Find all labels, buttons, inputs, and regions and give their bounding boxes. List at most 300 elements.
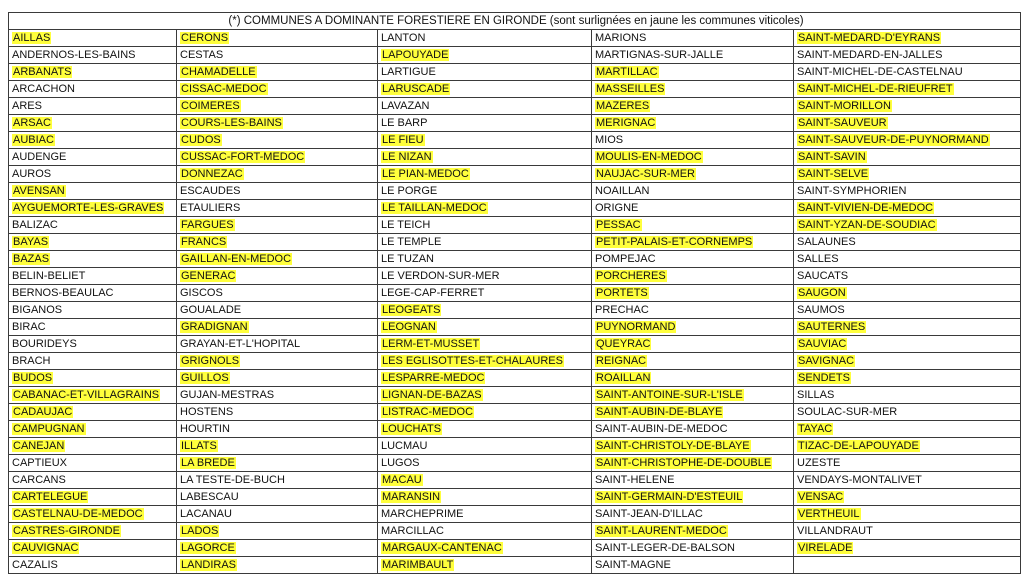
commune-name: LARTIGUE <box>381 66 436 78</box>
commune-name-viticole: PORCHERES <box>596 270 666 282</box>
commune-cell <box>378 234 592 251</box>
commune-name-viticole: LEOGEATS <box>382 304 441 316</box>
commune-cell <box>794 30 1021 47</box>
commune-name-viticole: GRADIGNAN <box>181 321 248 333</box>
commune-name-viticole: GRIGNOLS <box>181 355 240 367</box>
commune-cell <box>794 319 1021 336</box>
commune-name-viticole: SAINT-AUBIN-DE-BLAYE <box>596 406 723 418</box>
commune-cell <box>592 47 794 64</box>
commune-cell <box>9 438 177 455</box>
commune-name-viticole: AVENSAN <box>13 185 65 197</box>
commune-name-viticole: ROAILLAN <box>596 372 651 384</box>
commune-cell <box>592 98 794 115</box>
commune-cell <box>177 251 378 268</box>
commune-name-viticole: SAINT-CHRISTOPHE-DE-DOUBLE <box>596 457 772 469</box>
commune-name: SAINT-JEAN-D'ILLAC <box>595 508 703 520</box>
commune-cell <box>592 506 794 523</box>
commune-name-viticole: CAUVIGNAC <box>13 542 79 554</box>
commune-cell <box>378 387 592 404</box>
commune-cell <box>378 30 592 47</box>
commune-name-viticole: LADOS <box>181 525 219 537</box>
commune-name-viticole: LE TAILLAN-MEDOC <box>382 202 487 214</box>
commune-name: ORIGNE <box>595 202 639 214</box>
commune-name-viticole: MACAU <box>382 474 422 486</box>
commune-cell <box>177 506 378 523</box>
commune-name-viticole: LEOGNAN <box>382 321 436 333</box>
commune-cell <box>378 81 592 98</box>
commune-name: ETAULIERS <box>180 202 241 214</box>
commune-cell <box>177 234 378 251</box>
commune-name: LE TUZAN <box>381 253 434 265</box>
commune-cell <box>177 489 378 506</box>
commune-cell <box>177 404 378 421</box>
table-row <box>9 251 1021 268</box>
commune-cell <box>177 47 378 64</box>
commune-cell <box>592 64 794 81</box>
commune-name-viticole: BAZAS <box>13 253 50 265</box>
table-row <box>9 557 1021 574</box>
commune-cell <box>592 540 794 557</box>
table-row <box>9 47 1021 64</box>
commune-cell <box>378 557 592 574</box>
commune-cell <box>378 506 592 523</box>
commune-cell <box>9 234 177 251</box>
commune-cell <box>794 523 1021 540</box>
commune-cell <box>177 319 378 336</box>
commune-name-viticole: SAINT-CHRISTOLY-DE-BLAYE <box>596 440 750 452</box>
table-row <box>9 319 1021 336</box>
commune-name: LUCMAU <box>381 440 428 452</box>
commune-cell <box>794 540 1021 557</box>
commune-cell <box>378 319 592 336</box>
commune-cell <box>378 47 592 64</box>
commune-cell <box>794 455 1021 472</box>
commune-cell <box>378 438 592 455</box>
commune-name: AUROS <box>12 168 52 180</box>
commune-name: CAZALIS <box>12 559 58 571</box>
commune-name: BOURIDEYS <box>12 338 77 350</box>
commune-cell <box>794 217 1021 234</box>
commune-name: SAINT-LEGER-DE-BALSON <box>595 542 735 554</box>
commune-cell <box>9 387 177 404</box>
commune-cell <box>378 302 592 319</box>
commune-name: SAINT-HELENE <box>595 474 675 486</box>
commune-cell <box>177 523 378 540</box>
commune-name-viticole: AYGUEMORTE-LES-GRAVES <box>13 202 164 214</box>
commune-name: GUJAN-MESTRAS <box>180 389 275 401</box>
commune-name-viticole: SENDETS <box>798 372 850 384</box>
commune-cell <box>794 98 1021 115</box>
table-row <box>9 421 1021 438</box>
commune-cell <box>9 319 177 336</box>
commune-name: ANDERNOS-LES-BAINS <box>12 49 136 61</box>
commune-cell <box>9 370 177 387</box>
commune-name-viticole: QUEYRAC <box>596 338 651 350</box>
commune-cell <box>794 506 1021 523</box>
commune-name: SAINT-SYMPHORIEN <box>797 185 907 197</box>
commune-name-viticole: MAZERES <box>596 100 650 112</box>
commune-cell <box>9 166 177 183</box>
commune-name-viticole: CERONS <box>181 32 229 44</box>
table-body <box>9 30 1021 574</box>
commune-name-viticole: PESSAC <box>596 219 641 231</box>
commune-name-viticole: ARSAC <box>13 117 51 129</box>
commune-cell <box>592 472 794 489</box>
commune-cell <box>794 421 1021 438</box>
commune-cell <box>592 217 794 234</box>
commune-name: VENDAYS-MONTALIVET <box>797 474 922 486</box>
table-row <box>9 183 1021 200</box>
commune-name-viticole: LE PIAN-MEDOC <box>382 168 469 180</box>
commune-cell <box>378 421 592 438</box>
commune-name-viticole: CHAMADELLE <box>181 66 256 78</box>
commune-name: LE VERDON-SUR-MER <box>381 270 500 282</box>
commune-cell <box>794 251 1021 268</box>
commune-name: LE TEICH <box>381 219 431 231</box>
commune-name-viticole: LAPOUYADE <box>382 49 449 61</box>
commune-name-viticole: AUBIAC <box>13 134 54 146</box>
commune-cell <box>9 557 177 574</box>
commune-name-viticole: CARTELEGUE <box>13 491 88 503</box>
commune-cell <box>9 217 177 234</box>
commune-cell <box>378 200 592 217</box>
commune-name: MARCHEPRIME <box>381 508 464 520</box>
commune-name-viticole: PUYNORMAND <box>596 321 676 333</box>
table-row <box>9 404 1021 421</box>
commune-name-viticole: PORTETS <box>596 287 648 299</box>
commune-cell <box>9 115 177 132</box>
commune-name-viticole: LAGORCE <box>181 542 235 554</box>
commune-cell <box>794 183 1021 200</box>
commune-cell <box>177 370 378 387</box>
commune-name: HOSTENS <box>180 406 234 418</box>
commune-name: HOURTIN <box>180 423 230 435</box>
commune-cell <box>177 387 378 404</box>
commune-cell <box>794 149 1021 166</box>
table-row <box>9 30 1021 47</box>
commune-cell <box>592 489 794 506</box>
commune-name-viticole: TIZAC-DE-LAPOUYADE <box>798 440 919 452</box>
commune-name-viticole: MERIGNAC <box>596 117 656 129</box>
commune-cell <box>9 30 177 47</box>
commune-name-viticole: LE NIZAN <box>382 151 432 163</box>
commune-cell <box>378 455 592 472</box>
commune-cell <box>794 438 1021 455</box>
commune-cell <box>592 285 794 302</box>
commune-cell <box>378 132 592 149</box>
table-row <box>9 472 1021 489</box>
commune-name-viticole: BUDOS <box>13 372 53 384</box>
commune-name-viticole: LARUSCADE <box>382 83 450 95</box>
table-row <box>9 234 1021 251</box>
commune-cell <box>592 183 794 200</box>
commune-name-viticole: LA BREDE <box>181 457 235 469</box>
commune-name: GOUALADE <box>180 304 242 316</box>
commune-name-viticole: SAVIGNAC <box>798 355 855 367</box>
commune-name: SALAUNES <box>797 236 856 248</box>
commune-name-viticole: SAINT-MORILLON <box>798 100 891 112</box>
commune-cell <box>378 183 592 200</box>
commune-cell <box>177 166 378 183</box>
commune-name: SAINT-MAGNE <box>595 559 671 571</box>
table-row <box>9 285 1021 302</box>
commune-cell <box>378 370 592 387</box>
commune-name: LE BARP <box>381 117 428 129</box>
commune-cell <box>9 404 177 421</box>
commune-name-viticole: SAINT-VIVIEN-DE-MEDOC <box>798 202 934 214</box>
commune-cell <box>9 506 177 523</box>
table-row <box>9 438 1021 455</box>
commune-name-viticole: COURS-LES-BAINS <box>181 117 282 129</box>
commune-cell <box>794 404 1021 421</box>
commune-cell <box>794 370 1021 387</box>
commune-name: SAUCATS <box>797 270 849 282</box>
commune-cell <box>177 557 378 574</box>
commune-name-viticole: PETIT-PALAIS-ET-CORNEMPS <box>596 236 753 248</box>
commune-cell <box>592 115 794 132</box>
communes-document <box>8 12 1020 574</box>
commune-cell <box>592 336 794 353</box>
commune-cell <box>794 353 1021 370</box>
commune-name-viticole: GENERAC <box>181 270 236 282</box>
commune-name-viticole: DONNEZAC <box>181 168 243 180</box>
commune-cell <box>177 183 378 200</box>
commune-name-viticole: LANDIRAS <box>181 559 237 571</box>
commune-cell <box>592 200 794 217</box>
commune-cell <box>794 166 1021 183</box>
table-row <box>9 200 1021 217</box>
commune-cell <box>592 166 794 183</box>
commune-name: ARCACHON <box>12 83 75 95</box>
commune-name-viticole: CUSSAC-FORT-MEDOC <box>181 151 305 163</box>
commune-name-viticole: LOUCHATS <box>382 423 442 435</box>
commune-name-viticole: ILLATS <box>181 440 217 452</box>
commune-name: BALIZAC <box>12 219 58 231</box>
commune-name: LAVAZAN <box>381 100 430 112</box>
commune-cell <box>9 200 177 217</box>
commune-name-viticole: SAUVIAC <box>798 338 847 350</box>
table-row <box>9 115 1021 132</box>
commune-name: LACANAU <box>180 508 232 520</box>
commune-name: UZESTE <box>797 457 841 469</box>
commune-cell <box>592 404 794 421</box>
commune-cell <box>592 421 794 438</box>
table-row <box>9 336 1021 353</box>
commune-name-viticole: MARANSIN <box>382 491 441 503</box>
commune-name: BELIN-BELIET <box>12 270 86 282</box>
commune-name-viticole: MARTILLAC <box>596 66 658 78</box>
commune-cell <box>592 30 794 47</box>
table-row <box>9 64 1021 81</box>
commune-name-viticole: COIMERES <box>181 100 240 112</box>
commune-cell <box>177 285 378 302</box>
commune-cell <box>592 251 794 268</box>
commune-cell <box>9 47 177 64</box>
table-row <box>9 455 1021 472</box>
commune-name-viticole: TAYAC <box>798 423 833 435</box>
commune-name: SAUMOS <box>797 304 845 316</box>
commune-name-viticole: NAUJAC-SUR-MER <box>596 168 695 180</box>
commune-cell <box>592 438 794 455</box>
table-row <box>9 506 1021 523</box>
commune-cell <box>177 302 378 319</box>
commune-name: LE TEMPLE <box>381 236 442 248</box>
commune-name: LEGE-CAP-FERRET <box>381 287 485 299</box>
commune-cell <box>378 251 592 268</box>
commune-name-viticole: GUILLOS <box>181 372 229 384</box>
commune-name-viticole: CISSAC-MEDOC <box>181 83 267 95</box>
commune-name-viticole: LES EGLISOTTES-ET-CHALAURES <box>382 355 563 367</box>
commune-name-viticole: FARGUES <box>181 219 234 231</box>
commune-name: POMPEJAC <box>595 253 656 265</box>
commune-name-viticole: SAINT-MEDARD-D'EYRANS <box>798 32 941 44</box>
commune-cell <box>592 523 794 540</box>
commune-cell <box>592 234 794 251</box>
commune-cell <box>592 557 794 574</box>
commune-cell <box>794 336 1021 353</box>
commune-name: MARCILLAC <box>381 525 444 537</box>
commune-cell <box>794 557 1021 574</box>
commune-name-viticole: FRANCS <box>181 236 227 248</box>
commune-name-viticole: GAILLAN-EN-MEDOC <box>181 253 292 265</box>
commune-name-viticole: ARBANATS <box>13 66 72 78</box>
commune-cell <box>378 268 592 285</box>
commune-name-viticole: MARIMBAULT <box>382 559 454 571</box>
table-row <box>9 302 1021 319</box>
commune-name: LANTON <box>381 32 426 44</box>
commune-name-viticole: SAUGON <box>798 287 846 299</box>
commune-name-viticole: REIGNAC <box>596 355 647 367</box>
commune-name-viticole: SAINT-SELVE <box>798 168 869 180</box>
commune-cell <box>9 336 177 353</box>
commune-name-viticole: CUDOS <box>181 134 221 146</box>
commune-name: LABESCAU <box>180 491 239 503</box>
commune-cell <box>177 149 378 166</box>
commune-name-viticole: MOULIS-EN-MEDOC <box>596 151 702 163</box>
commune-cell <box>9 149 177 166</box>
commune-cell <box>378 166 592 183</box>
commune-cell <box>9 268 177 285</box>
commune-name-viticole: CASTELNAU-DE-MEDOC <box>13 508 143 520</box>
commune-cell <box>794 200 1021 217</box>
commune-cell <box>794 472 1021 489</box>
commune-cell <box>9 132 177 149</box>
commune-cell <box>378 353 592 370</box>
table-row <box>9 98 1021 115</box>
commune-name-viticole: AILLAS <box>13 32 51 44</box>
commune-cell <box>794 387 1021 404</box>
commune-name: GRAYAN-ET-L'HOPITAL <box>180 338 301 350</box>
commune-name-viticole: CASTRES-GIRONDE <box>13 525 120 537</box>
commune-cell <box>9 285 177 302</box>
commune-name: BRACH <box>12 355 51 367</box>
commune-name: SILLAS <box>797 389 835 401</box>
commune-name: MARTIGNAS-SUR-JALLE <box>595 49 724 61</box>
commune-cell <box>378 336 592 353</box>
table-row <box>9 149 1021 166</box>
commune-name-viticole: SAINT-YZAN-DE-SOUDIAC <box>798 219 936 231</box>
commune-name: NOAILLAN <box>595 185 650 197</box>
commune-cell <box>177 217 378 234</box>
commune-name: MARIONS <box>595 32 647 44</box>
commune-name-viticole: SAINT-ANTOINE-SUR-L'ISLE <box>596 389 743 401</box>
commune-name: SAINT-AUBIN-DE-MEDOC <box>595 423 728 435</box>
commune-cell <box>592 302 794 319</box>
commune-cell <box>177 30 378 47</box>
commune-name-viticole: CAMPUGNAN <box>13 423 85 435</box>
commune-name-viticole: MARGAUX-CANTENAC <box>382 542 502 554</box>
commune-cell <box>177 64 378 81</box>
commune-cell <box>9 81 177 98</box>
commune-cell <box>9 98 177 115</box>
table-row <box>9 387 1021 404</box>
commune-cell <box>9 523 177 540</box>
commune-cell <box>378 472 592 489</box>
table-row <box>9 370 1021 387</box>
commune-cell <box>592 149 794 166</box>
commune-name-viticole: VENSAC <box>798 491 844 503</box>
commune-cell <box>177 540 378 557</box>
commune-cell <box>592 268 794 285</box>
commune-name: SALLES <box>797 253 839 265</box>
commune-name: AUDENGE <box>12 151 67 163</box>
commune-name-viticole: BAYAS <box>13 236 49 248</box>
table-row <box>9 166 1021 183</box>
commune-name: LUGOS <box>381 457 420 469</box>
commune-cell <box>592 81 794 98</box>
commune-cell <box>592 353 794 370</box>
commune-name-viticole: SAINT-SAVIN <box>798 151 866 163</box>
table-row <box>9 81 1021 98</box>
commune-cell <box>177 438 378 455</box>
commune-cell <box>177 132 378 149</box>
commune-name: BIGANOS <box>12 304 63 316</box>
commune-name-viticole: LIGNAN-DE-BAZAS <box>382 389 482 401</box>
commune-name: PRECHAC <box>595 304 649 316</box>
commune-cell <box>592 455 794 472</box>
commune-name-viticole: LERM-ET-MUSSET <box>382 338 480 350</box>
commune-cell <box>794 285 1021 302</box>
commune-cell <box>378 404 592 421</box>
table-row <box>9 268 1021 285</box>
commune-cell <box>9 302 177 319</box>
commune-cell <box>794 81 1021 98</box>
table-title: (*) COMMUNES A DOMINANTE FORESTIERE EN GIRONDE (sont surlignées en jaune les communes viticoles) <box>9 13 1021 30</box>
commune-name-viticole: SAINT-GERMAIN-D'ESTEUIL <box>596 491 743 503</box>
commune-name-viticole: SAUTERNES <box>798 321 866 333</box>
commune-cell <box>794 115 1021 132</box>
commune-cell <box>177 353 378 370</box>
commune-cell <box>794 302 1021 319</box>
commune-cell <box>378 523 592 540</box>
table-row <box>9 353 1021 370</box>
commune-cell <box>794 489 1021 506</box>
communes-table <box>8 12 1021 574</box>
commune-cell <box>592 132 794 149</box>
commune-name: LE PORGE <box>381 185 438 197</box>
table-row <box>9 132 1021 149</box>
commune-name: SOULAC-SUR-MER <box>797 406 898 418</box>
commune-cell <box>9 64 177 81</box>
commune-cell <box>177 81 378 98</box>
commune-name-viticole: SAINT-SAUVEUR-DE-PUYNORMAND <box>798 134 989 146</box>
commune-name-viticole: SAINT-MICHEL-DE-RIEUFRET <box>798 83 953 95</box>
commune-cell <box>794 132 1021 149</box>
commune-name: VILLANDRAUT <box>797 525 873 537</box>
table-row <box>9 540 1021 557</box>
commune-cell <box>9 251 177 268</box>
title-row <box>9 13 1021 30</box>
